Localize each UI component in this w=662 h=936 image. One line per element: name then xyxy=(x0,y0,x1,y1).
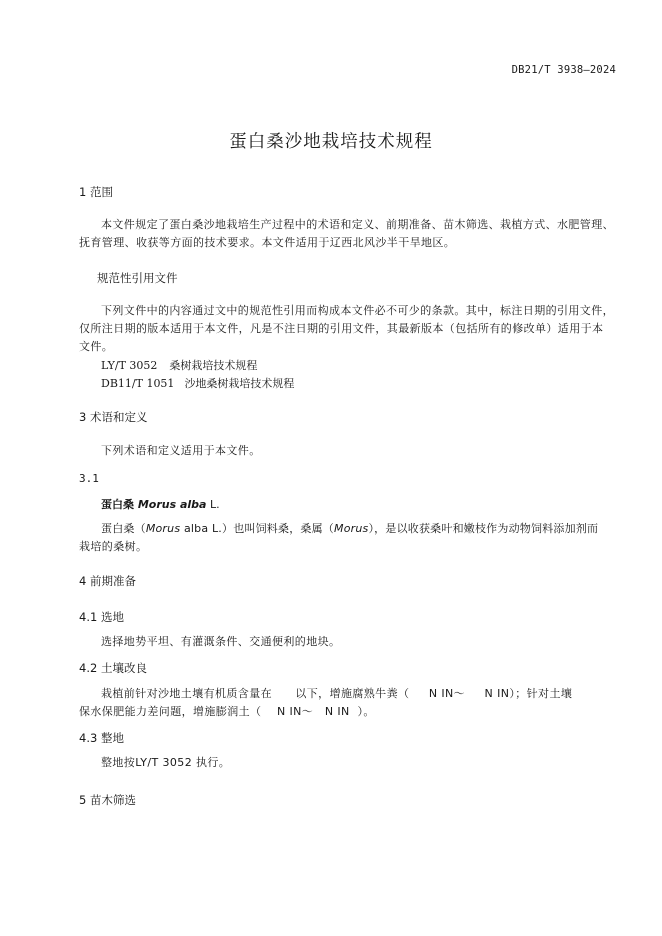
reference-item xyxy=(101,357,257,373)
site-selection-text: 选择地势平坦、有灌溉条件、交通便利的地块。 xyxy=(101,635,341,648)
scope-paragraph-line-2: 抚育管理、收获等方面的技术要求。本文件适用于辽西北风沙半干旱地区。 xyxy=(79,236,456,249)
definition-text: ），是以收获桑叶和嫩枝作为动物饲料添加剂而 xyxy=(368,522,599,535)
term-name: 蛋白桑 xyxy=(101,498,138,511)
term-entry xyxy=(101,496,220,512)
land-preparation-text: 整地按LY/T 3052 执行。 xyxy=(101,756,231,769)
definition-latin: Morus xyxy=(145,522,181,535)
section-heading-scope: 1 范围 xyxy=(79,185,113,199)
term-definition-line-2: 栽培的桑树。 xyxy=(79,540,148,553)
definition-text: 蛋白桑（ xyxy=(101,522,146,535)
term-definition-line-1 xyxy=(101,520,598,538)
subsection-number: 3.1 xyxy=(79,472,99,485)
document-title: 蛋白桑沙地栽培技术规程 xyxy=(229,132,433,152)
section-heading-normative-references: 规范性引用文件 xyxy=(97,271,178,285)
reference-item xyxy=(101,375,294,391)
reference-code: DB11/T 1051 xyxy=(101,377,175,390)
terms-paragraph: 下列术语和定义适用于本文件。 xyxy=(101,444,261,457)
soil-improvement-line-1: 栽植前针对沙地土壤有机质含量在 以下，增施腐熟牛粪（ N IN～ N IN）；针对土壤 xyxy=(101,687,573,700)
section-heading-terms: 3 术语和定义 xyxy=(79,410,148,424)
definition-latin: Morus xyxy=(334,522,369,535)
subsection-heading-site-selection: 4.1 选地 xyxy=(79,610,124,624)
document-code: DB21/T 3938—2024 xyxy=(511,64,616,76)
reference-title: 沙地桑树栽培技术规程 xyxy=(184,377,295,390)
soil-improvement-line-2: 保水保肥能力差问题，增施膨润土（ N IN～ N IN ）。 xyxy=(79,705,375,718)
subsection-heading-land-preparation: 4.3 整地 xyxy=(79,731,124,745)
term-author: L. xyxy=(206,498,220,511)
section-heading-preparation: 4 前期准备 xyxy=(79,574,136,588)
subsection-heading-soil-improvement: 4.2 土壤改良 xyxy=(79,661,147,675)
section-heading-seedling-selection: 5 苗木筛选 xyxy=(79,793,136,807)
normative-paragraph-line-3: 文件。 xyxy=(79,340,114,353)
definition-text: alba L.）也叫饲料桑，桑属（ xyxy=(180,522,335,535)
normative-paragraph-line-1: 下列文件中的内容通过文中的规范性引用而构成本文件必不可少的条款。其中，标注日期的引用文件， xyxy=(101,304,614,317)
term-latin-name: Morus alba xyxy=(137,498,207,511)
normative-paragraph-line-2: 仅所注日期的版本适用于本文件，凡是不注日期的引用文件，其最新版本（包括所有的修改单）适用于本 xyxy=(79,322,604,335)
reference-title: 桑树栽培技术规程 xyxy=(169,359,258,372)
scope-paragraph-line-1: 本文件规定了蛋白桑沙地栽培生产过程中的术语和定义、前期准备、苗木筛选、栽植方式、水肥管理、 xyxy=(101,218,614,231)
reference-code: LY/T 3052 xyxy=(101,359,158,372)
